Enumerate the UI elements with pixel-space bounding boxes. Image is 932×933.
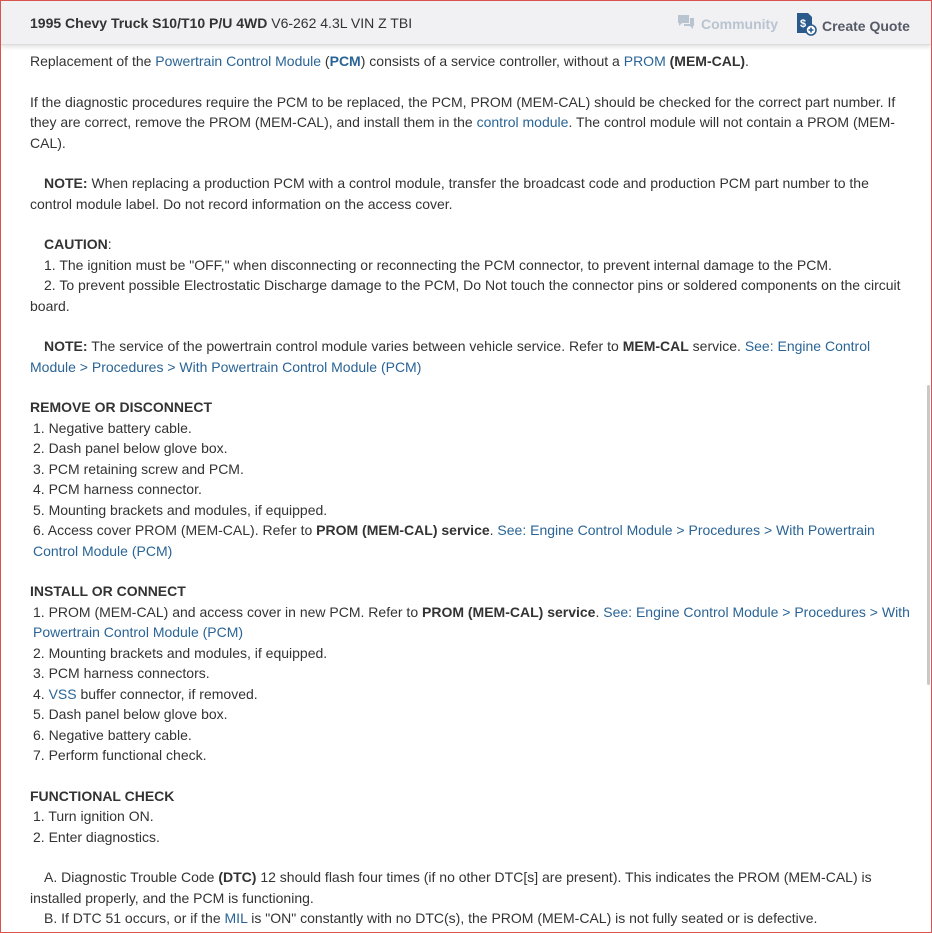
engine-control-module-link[interactable]: See: Engine Control Module > Procedures > With Powertrain Control Module (PCM) [30, 338, 871, 375]
bold-text: PROM (MEM-CAL) service [422, 603, 596, 620]
list-item: 4. PCM harness connector. [33, 481, 202, 497]
text: The service of the powertrain control module varies between vehicle service. Refer to [87, 338, 623, 354]
section-heading: REMOVE OR DISCONNECT [30, 399, 213, 415]
note-2 [30, 336, 914, 377]
text: 6. Access cover PROM (MEM-CAL). Refer to [33, 522, 317, 538]
note-1 [30, 173, 914, 214]
list-item: 2. Dash panel below glove box. [33, 440, 228, 456]
powertrain-control-module-link[interactable]: Powertrain Control Module [155, 53, 322, 69]
section-heading: FUNCTIONAL CHECK [30, 787, 175, 804]
vehicle-title-rest: V6-262 4.3L VIN Z TBI [267, 15, 413, 31]
memcal-bold: MEM-CAL [622, 338, 689, 354]
list-item: 3. PCM harness connectors. [33, 665, 210, 681]
text: ) consists of a service controller, without a [360, 53, 624, 69]
sub-item-a [30, 867, 914, 908]
list-item: 5. Dash panel below glove box. [33, 706, 228, 722]
text: is "ON" constantly with no DTC(s), the PROM (MEM-CAL) is not fully seated or is defective. [247, 910, 818, 926]
header-bar [1, 1, 931, 45]
text: 1. PROM (MEM-CAL) and access cover in new PCM. Refer to [33, 603, 422, 620]
create-quote-button[interactable] [795, 12, 910, 39]
sub-item-b [30, 908, 914, 929]
list-item [30, 520, 914, 561]
list-item [30, 684, 914, 705]
text: If the diagnostic procedures require the PCM to be replaced, the PCM, PROM (MEM-CAL) should be checked for the correct part number. If they are correct, remove the PROM (MEM-CAL), and install them in the [30, 93, 896, 130]
engine-control-module-link[interactable]: See: Engine Control Module > Procedures > With Powertrain Control Module (PCM) [33, 522, 875, 559]
text: B. If DTC 51 occurs, or if the [44, 910, 225, 926]
caution-heading [30, 234, 914, 255]
quote-dollar-icon [795, 12, 817, 39]
engine-control-module-link[interactable]: See: Engine Control Module > Procedures > With Powertrain Control Module (PCM) [33, 603, 910, 640]
text: 4. [33, 685, 49, 702]
control-module-link[interactable]: control module [476, 114, 569, 130]
list-item: 5. Mounting brackets and modules, if equipped. [33, 501, 328, 518]
text: A. Diagnostic Trouble Code [44, 869, 219, 885]
text: service. [688, 338, 745, 354]
text: Replacement of the [30, 53, 156, 69]
replacement-paragraph [30, 92, 914, 154]
mil-link[interactable]: MIL [224, 910, 248, 926]
text: 1. The ignition must be "OFF," when disconnecting or reconnecting the PCM connector, to prevent internal damage to the PCM. [44, 256, 832, 273]
procedure-content [30, 51, 914, 929]
bold-text: (DTC) [218, 869, 257, 885]
text: . [489, 522, 498, 538]
text: . The control module will not contain a PROM (MEM-CAL). [30, 114, 895, 151]
intro-paragraph [30, 51, 914, 72]
text: . [595, 603, 604, 620]
list-item: 2. Enter diagnostics. [33, 828, 160, 845]
list-item: 3. PCM retaining screw and PCM. [33, 460, 244, 477]
list-item: 6. Negative battery cable. [33, 726, 192, 743]
list-item: 1. Turn ignition ON. [33, 808, 154, 824]
functional-heading [30, 786, 914, 807]
community-label: Community [701, 15, 778, 32]
remove-heading [30, 397, 914, 418]
list-item: 7. Perform functional check. [33, 747, 207, 763]
caution-label: CAUTION [44, 236, 108, 252]
chat-icon [677, 14, 695, 33]
text: ( [321, 53, 330, 69]
svg-text:$: $ [800, 18, 807, 30]
pcm-link[interactable]: PCM [329, 53, 361, 69]
vehicle-title [30, 15, 412, 31]
bold-text: PROM (MEM-CAL) service [316, 522, 490, 538]
vss-link[interactable]: VSS [48, 685, 77, 702]
text: buffer connector, if removed. [76, 685, 258, 702]
text: 12 should flash four times (if no other DTC[s] are present). This indicates the PROM (MEM-CAL) is installed properly, and the PCM is functioning. [30, 869, 872, 906]
text: 2. To prevent possible Electrostatic Discharge damage to the PCM, Do Not touch the connector pins or soldered components on the circuit board. [30, 277, 901, 314]
memcal-bold: (MEM-CAL) [669, 53, 746, 69]
vehicle-title-bold: 1995 Chevy Truck S10/T10 P/U 4WD [30, 15, 268, 31]
prom-link[interactable]: PROM [623, 53, 666, 69]
list-item: 1. Negative battery cable. [33, 419, 192, 436]
list-item: 2. Mounting brackets and modules, if equipped. [33, 644, 328, 661]
text: : [107, 236, 112, 252]
note-label: NOTE: [44, 175, 88, 191]
note-text: When replacing a production PCM with a control module, transfer the broadcast code and production PCM part number to the control module label. Do not record information on the access cover. [30, 175, 869, 212]
section-heading: INSTALL OR CONNECT [30, 583, 186, 599]
list-item [30, 602, 914, 643]
community-button[interactable] [677, 14, 778, 33]
scrollbar-thumb[interactable] [927, 385, 930, 685]
caution-item [30, 255, 914, 276]
note-label: NOTE: [44, 338, 88, 354]
create-quote-label: Create Quote [822, 17, 910, 34]
install-heading [30, 581, 914, 602]
text: . [745, 53, 749, 69]
caution-item [30, 275, 914, 316]
